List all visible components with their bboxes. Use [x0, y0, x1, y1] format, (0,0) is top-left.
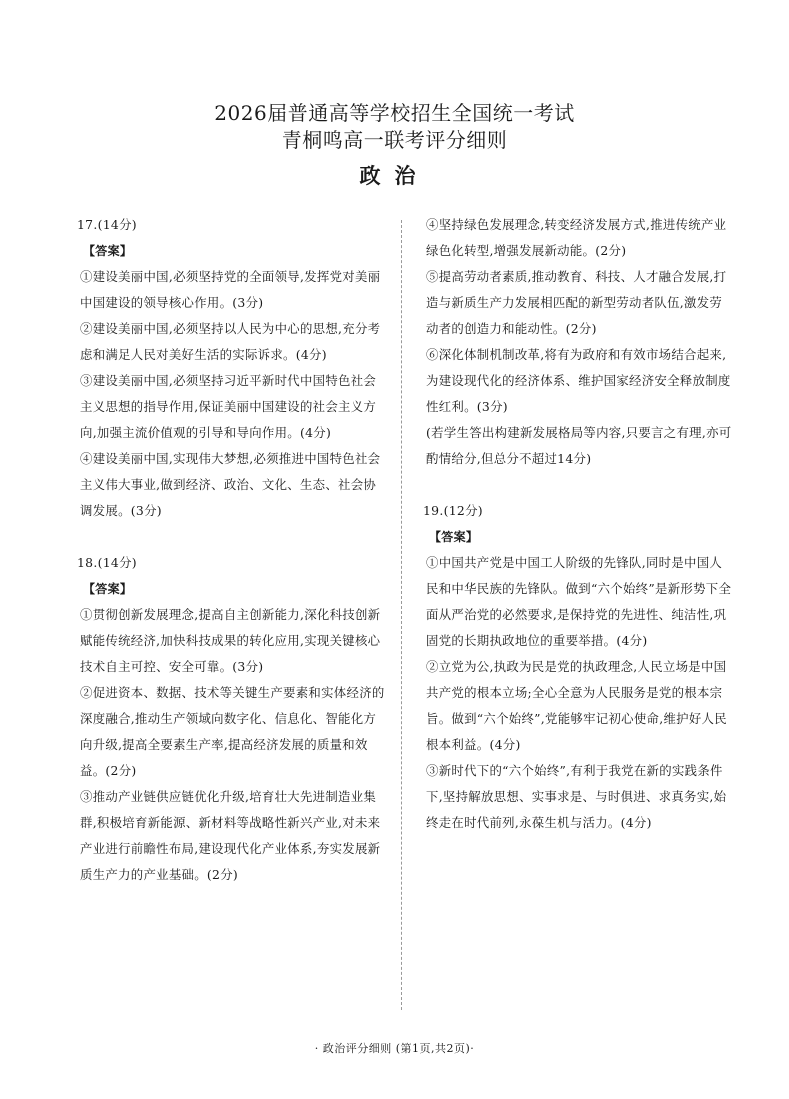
answer-paragraph: ⑥深化体制机制改革,将有为政府和有效市场结合起来,为建设现代化的经济体系、维护国家经济安全释放制度性红利。(3分): [426, 347, 731, 414]
right-column: [423, 212, 734, 836]
question-17-head: 17.(14分): [77, 217, 137, 232]
grading-note: (若学生答出构建新发展格局等内容,只要言之有理,亦可酌情给分,但总分不超过14分): [426, 425, 732, 466]
question-18-head: 18.(14分): [77, 555, 137, 570]
answer-label: 【答案】: [429, 530, 479, 544]
answer-paragraph: ④建设美丽中国,实现伟大梦想,必须推进中国特色社会主义伟大事业,做到经济、政治、文化、生态、社会协调发展。(3分): [80, 451, 381, 518]
answer-label: 【答案】: [83, 582, 133, 596]
left-column: [77, 212, 388, 888]
answer-label: 【答案】: [83, 244, 133, 258]
spacer: [426, 472, 734, 498]
answer-paragraph: ③建设美丽中国,必须坚持习近平新时代中国特色社会主义思想的指导作用,保证美丽中国建设的社会主义方向,加强主流价值观的引导和导向作用。(4分): [80, 373, 377, 440]
answer-paragraph: ①贯彻创新发展理念,提高自主创新能力,深化科技创新赋能传统经济,加快科技成果的转化应用,实现关键核心技术自主可控、安全可靠。(3分): [80, 607, 381, 674]
spacer: [80, 524, 388, 550]
answer-paragraph: ①建设美丽中国,必须坚持党的全面领导,发挥党对美丽中国建设的领导核心作用。(3分): [80, 269, 381, 310]
answer-paragraph: ④坚持绿色发展理念,转变经济发展方式,推进传统产业绿色化转型,增强发展新动能。(2分): [426, 217, 727, 258]
column-divider: [401, 220, 402, 1010]
answer-paragraph: ②促进资本、数据、技术等关键生产要素和实体经济的深度融合,推动生产领域向数字化、信息化、智能化方向升级,提高全要素生产率,提高经济发展的质量和效益。(2分): [80, 685, 385, 778]
answer-paragraph: ①中国共产党是中国工人阶级的先锋队,同时是中国人民和中华民族的先锋队。做到“六个始终”是新形势下全面从严治党的必然要求,是保持党的先进性、纯洁性,巩固党的长期执政地位的重要举措。(4分): [426, 555, 732, 648]
page-footer: · 政治评分细则 (第1页,共2页)·: [314, 1042, 475, 1055]
exam-title: 2026届普通高等学校招生全国统一考试: [214, 101, 575, 125]
answer-paragraph: ⑤提高劳动者素质,推动教育、科技、人才融合发展,打造与新质生产力发展相匹配的新型劳动者队伍,激发劳动者的创造力和能动性。(2分): [426, 269, 727, 336]
subject-title: 政治: [359, 164, 430, 188]
answer-paragraph: ③新时代下的“六个始终”,有利于我党在新的实践条件下,坚持解放思想、实事求是、与时俱进、求真务实,始终走在时代前列,永葆生机与活力。(4分): [426, 763, 727, 830]
question-19-head: 19.(12分): [423, 503, 483, 518]
answer-paragraph: ②立党为公,执政为民是党的执政理念,人民立场是中国共产党的根本立场;全心全意为人民服务是党的根本宗旨。做到“六个始终”,党能够牢记初心使命,维护好人民根本利益。(4分): [426, 659, 727, 752]
answer-paragraph: ②建设美丽中国,必须坚持以人民为中心的思想,充分考虑和满足人民对美好生活的实际诉求。(4分): [80, 321, 381, 362]
exam-subtitle: 青桐鸣高一联考评分细则: [281, 128, 508, 152]
answer-paragraph: ③推动产业链供应链优化升级,培育壮大先进制造业集群,积极培育新能源、新材料等战略性新兴产业,对未来产业进行前瞻性布局,建设现代化产业体系,夯实发展新质生产力的产业基础。(2分): [80, 789, 381, 882]
